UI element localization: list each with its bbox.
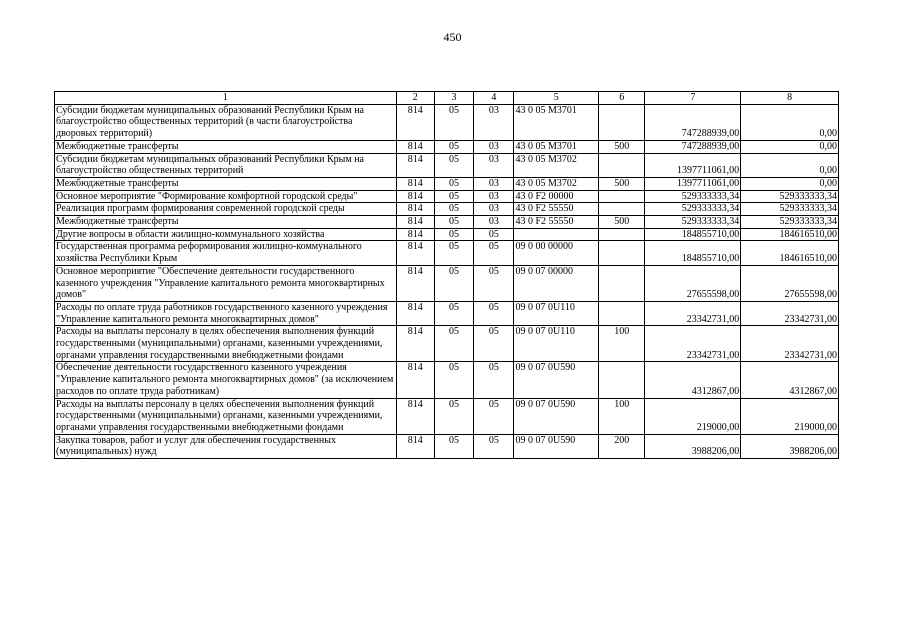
column-header: 7 — [645, 92, 741, 105]
target-article-code: 09 0 07 0U590 — [514, 362, 599, 398]
subsection-code: 03 — [474, 140, 514, 153]
subsection-code: 05 — [474, 398, 514, 434]
row-description: Расходы на выплаты персоналу в целях обеспечения выполнения функций государственными (муниципальными) органами, казенными учреждениями, органами управления государственными внебюджетными фондами — [55, 398, 397, 434]
target-article-code — [514, 228, 599, 241]
table-row — [55, 203, 839, 216]
expense-type-code: 100 — [599, 326, 645, 362]
amount-year-2: 529333333,34 — [741, 203, 839, 216]
grbs-code: 814 — [396, 104, 434, 140]
amount-year-1: 3988206,00 — [645, 434, 741, 458]
subsection-code: 05 — [474, 434, 514, 458]
column-header: 4 — [474, 92, 514, 105]
amount-year-2: 0,00 — [741, 153, 839, 177]
amount-year-1: 747288939,00 — [645, 140, 741, 153]
section-code: 05 — [434, 326, 473, 362]
table-row — [55, 434, 839, 458]
column-header: 6 — [599, 92, 645, 105]
amount-year-1: 23342731,00 — [645, 326, 741, 362]
table-row — [55, 104, 839, 140]
grbs-code: 814 — [396, 228, 434, 241]
amount-year-1: 219000,00 — [645, 398, 741, 434]
table-row — [55, 177, 839, 190]
target-article-code: 43 0 05 M3702 — [514, 153, 599, 177]
row-description: Основное мероприятие "Формирование комфортной городской среды" — [55, 190, 397, 203]
expense-type-code — [599, 228, 645, 241]
target-article-code: 43 0 F2 00000 — [514, 190, 599, 203]
grbs-code: 814 — [396, 301, 434, 325]
amount-year-2: 529333333,34 — [741, 190, 839, 203]
target-article-code: 09 0 07 0U590 — [514, 434, 599, 458]
subsection-code: 05 — [474, 265, 514, 301]
section-code: 05 — [434, 301, 473, 325]
amount-year-1: 23342731,00 — [645, 301, 741, 325]
table-row — [55, 153, 839, 177]
target-article-code: 09 0 07 0U590 — [514, 398, 599, 434]
expense-type-code — [599, 362, 645, 398]
expense-type-code — [599, 153, 645, 177]
row-description: Межбюджетные трансферты — [55, 216, 397, 229]
amount-year-1: 184855710,00 — [645, 228, 741, 241]
expense-type-code — [599, 190, 645, 203]
grbs-code: 814 — [396, 434, 434, 458]
section-code: 05 — [434, 362, 473, 398]
section-code: 05 — [434, 398, 473, 434]
expense-type-code: 200 — [599, 434, 645, 458]
section-code: 05 — [434, 140, 473, 153]
expense-type-code — [599, 104, 645, 140]
amount-year-1: 184855710,00 — [645, 241, 741, 265]
target-article-code: 43 0 05 M3702 — [514, 177, 599, 190]
target-article-code: 09 0 00 00000 — [514, 241, 599, 265]
amount-year-2: 0,00 — [741, 104, 839, 140]
expense-type-code — [599, 301, 645, 325]
amount-year-2: 3988206,00 — [741, 434, 839, 458]
grbs-code: 814 — [396, 140, 434, 153]
column-header: 5 — [514, 92, 599, 105]
budget-table — [54, 91, 839, 459]
table-row — [55, 241, 839, 265]
amount-year-2: 23342731,00 — [741, 326, 839, 362]
amount-year-1: 4312867,00 — [645, 362, 741, 398]
amount-year-2: 23342731,00 — [741, 301, 839, 325]
section-code: 05 — [434, 104, 473, 140]
amount-year-2: 0,00 — [741, 140, 839, 153]
table-row — [55, 362, 839, 398]
column-header: 1 — [55, 92, 397, 105]
table-row — [55, 140, 839, 153]
amount-year-2: 219000,00 — [741, 398, 839, 434]
column-header: 2 — [396, 92, 434, 105]
table-row — [55, 301, 839, 325]
amount-year-1: 27655598,00 — [645, 265, 741, 301]
row-description: Закупка товаров, работ и услуг для обеспечения государственных (муниципальных) нужд — [55, 434, 397, 458]
column-header: 3 — [434, 92, 473, 105]
amount-year-2: 27655598,00 — [741, 265, 839, 301]
grbs-code: 814 — [396, 203, 434, 216]
amount-year-2: 4312867,00 — [741, 362, 839, 398]
target-article-code: 43 0 F2 55550 — [514, 203, 599, 216]
table-row — [55, 326, 839, 362]
target-article-code: 09 0 07 0U110 — [514, 301, 599, 325]
table-row — [55, 190, 839, 203]
row-description: Государственная программа реформирования жилищно-коммунального хозяйства Республики Крым — [55, 241, 397, 265]
section-code: 05 — [434, 228, 473, 241]
expense-type-code: 100 — [599, 398, 645, 434]
grbs-code: 814 — [396, 326, 434, 362]
amount-year-1: 529333333,34 — [645, 190, 741, 203]
grbs-code: 814 — [396, 190, 434, 203]
section-code: 05 — [434, 177, 473, 190]
target-article-code: 43 0 05 M3701 — [514, 104, 599, 140]
subsection-code: 03 — [474, 104, 514, 140]
row-description: Субсидии бюджетам муниципальных образований Республики Крым на благоустройство общественных территорий (в части благоустройства дворовых территорий) — [55, 104, 397, 140]
row-description: Другие вопросы в области жилищно-коммунального хозяйства — [55, 228, 397, 241]
subsection-code: 05 — [474, 228, 514, 241]
section-code: 05 — [434, 153, 473, 177]
amount-year-1: 1397711061,00 — [645, 177, 741, 190]
section-code: 05 — [434, 265, 473, 301]
amount-year-2: 0,00 — [741, 177, 839, 190]
section-code: 05 — [434, 190, 473, 203]
row-description: Межбюджетные трансферты — [55, 140, 397, 153]
expense-type-code: 500 — [599, 177, 645, 190]
column-header: 8 — [741, 92, 839, 105]
subsection-code: 05 — [474, 326, 514, 362]
amount-year-1: 529333333,34 — [645, 203, 741, 216]
row-description: Реализация программ формирования современной городской среды — [55, 203, 397, 216]
table-header-row — [55, 92, 839, 105]
subsection-code: 05 — [474, 301, 514, 325]
grbs-code: 814 — [396, 216, 434, 229]
amount-year-2: 184616510,00 — [741, 228, 839, 241]
subsection-code: 03 — [474, 216, 514, 229]
amount-year-1: 1397711061,00 — [645, 153, 741, 177]
target-article-code: 09 0 07 00000 — [514, 265, 599, 301]
table-row — [55, 398, 839, 434]
section-code: 05 — [434, 434, 473, 458]
grbs-code: 814 — [396, 265, 434, 301]
page-number: 450 — [443, 30, 462, 44]
expense-type-code: 500 — [599, 140, 645, 153]
amount-year-2: 184616510,00 — [741, 241, 839, 265]
expense-type-code — [599, 241, 645, 265]
table-row — [55, 228, 839, 241]
grbs-code: 814 — [396, 398, 434, 434]
table-row — [55, 216, 839, 229]
section-code: 05 — [434, 216, 473, 229]
target-article-code: 09 0 07 0U110 — [514, 326, 599, 362]
subsection-code: 05 — [474, 362, 514, 398]
subsection-code: 03 — [474, 203, 514, 216]
row-description: Расходы по оплате труда работников государственного казенного учреждения "Управление капитального ремонта многоквартирных домов" — [55, 301, 397, 325]
section-code: 05 — [434, 203, 473, 216]
table-row — [55, 265, 839, 301]
grbs-code: 814 — [396, 362, 434, 398]
subsection-code: 05 — [474, 241, 514, 265]
section-code: 05 — [434, 241, 473, 265]
expense-type-code: 500 — [599, 216, 645, 229]
target-article-code: 43 0 05 M3701 — [514, 140, 599, 153]
subsection-code: 03 — [474, 177, 514, 190]
grbs-code: 814 — [396, 177, 434, 190]
row-description: Межбюджетные трансферты — [55, 177, 397, 190]
subsection-code: 03 — [474, 190, 514, 203]
expense-type-code — [599, 265, 645, 301]
amount-year-1: 529333333,34 — [645, 216, 741, 229]
grbs-code: 814 — [396, 153, 434, 177]
amount-year-2: 529333333,34 — [741, 216, 839, 229]
row-description: Основное мероприятие "Обеспечение деятельности государственного казенного учреждения "Управление капитального ремонта многоквартирных домов" — [55, 265, 397, 301]
grbs-code: 814 — [396, 241, 434, 265]
row-description: Обеспечение деятельности государственного казенного учреждения "Управление капитального ремонта многоквартирных домов" (за исключением расходов по оплате труда работникам) — [55, 362, 397, 398]
row-description: Расходы на выплаты персоналу в целях обеспечения выполнения функций государственными (муниципальными) органами, казенными учреждениями, органами управления государственными внебюджетными фондами — [55, 326, 397, 362]
row-description: Субсидии бюджетам муниципальных образований Республики Крым на благоустройство общественных территорий — [55, 153, 397, 177]
expense-type-code — [599, 203, 645, 216]
target-article-code: 43 0 F2 55550 — [514, 216, 599, 229]
amount-year-1: 747288939,00 — [645, 104, 741, 140]
subsection-code: 03 — [474, 153, 514, 177]
